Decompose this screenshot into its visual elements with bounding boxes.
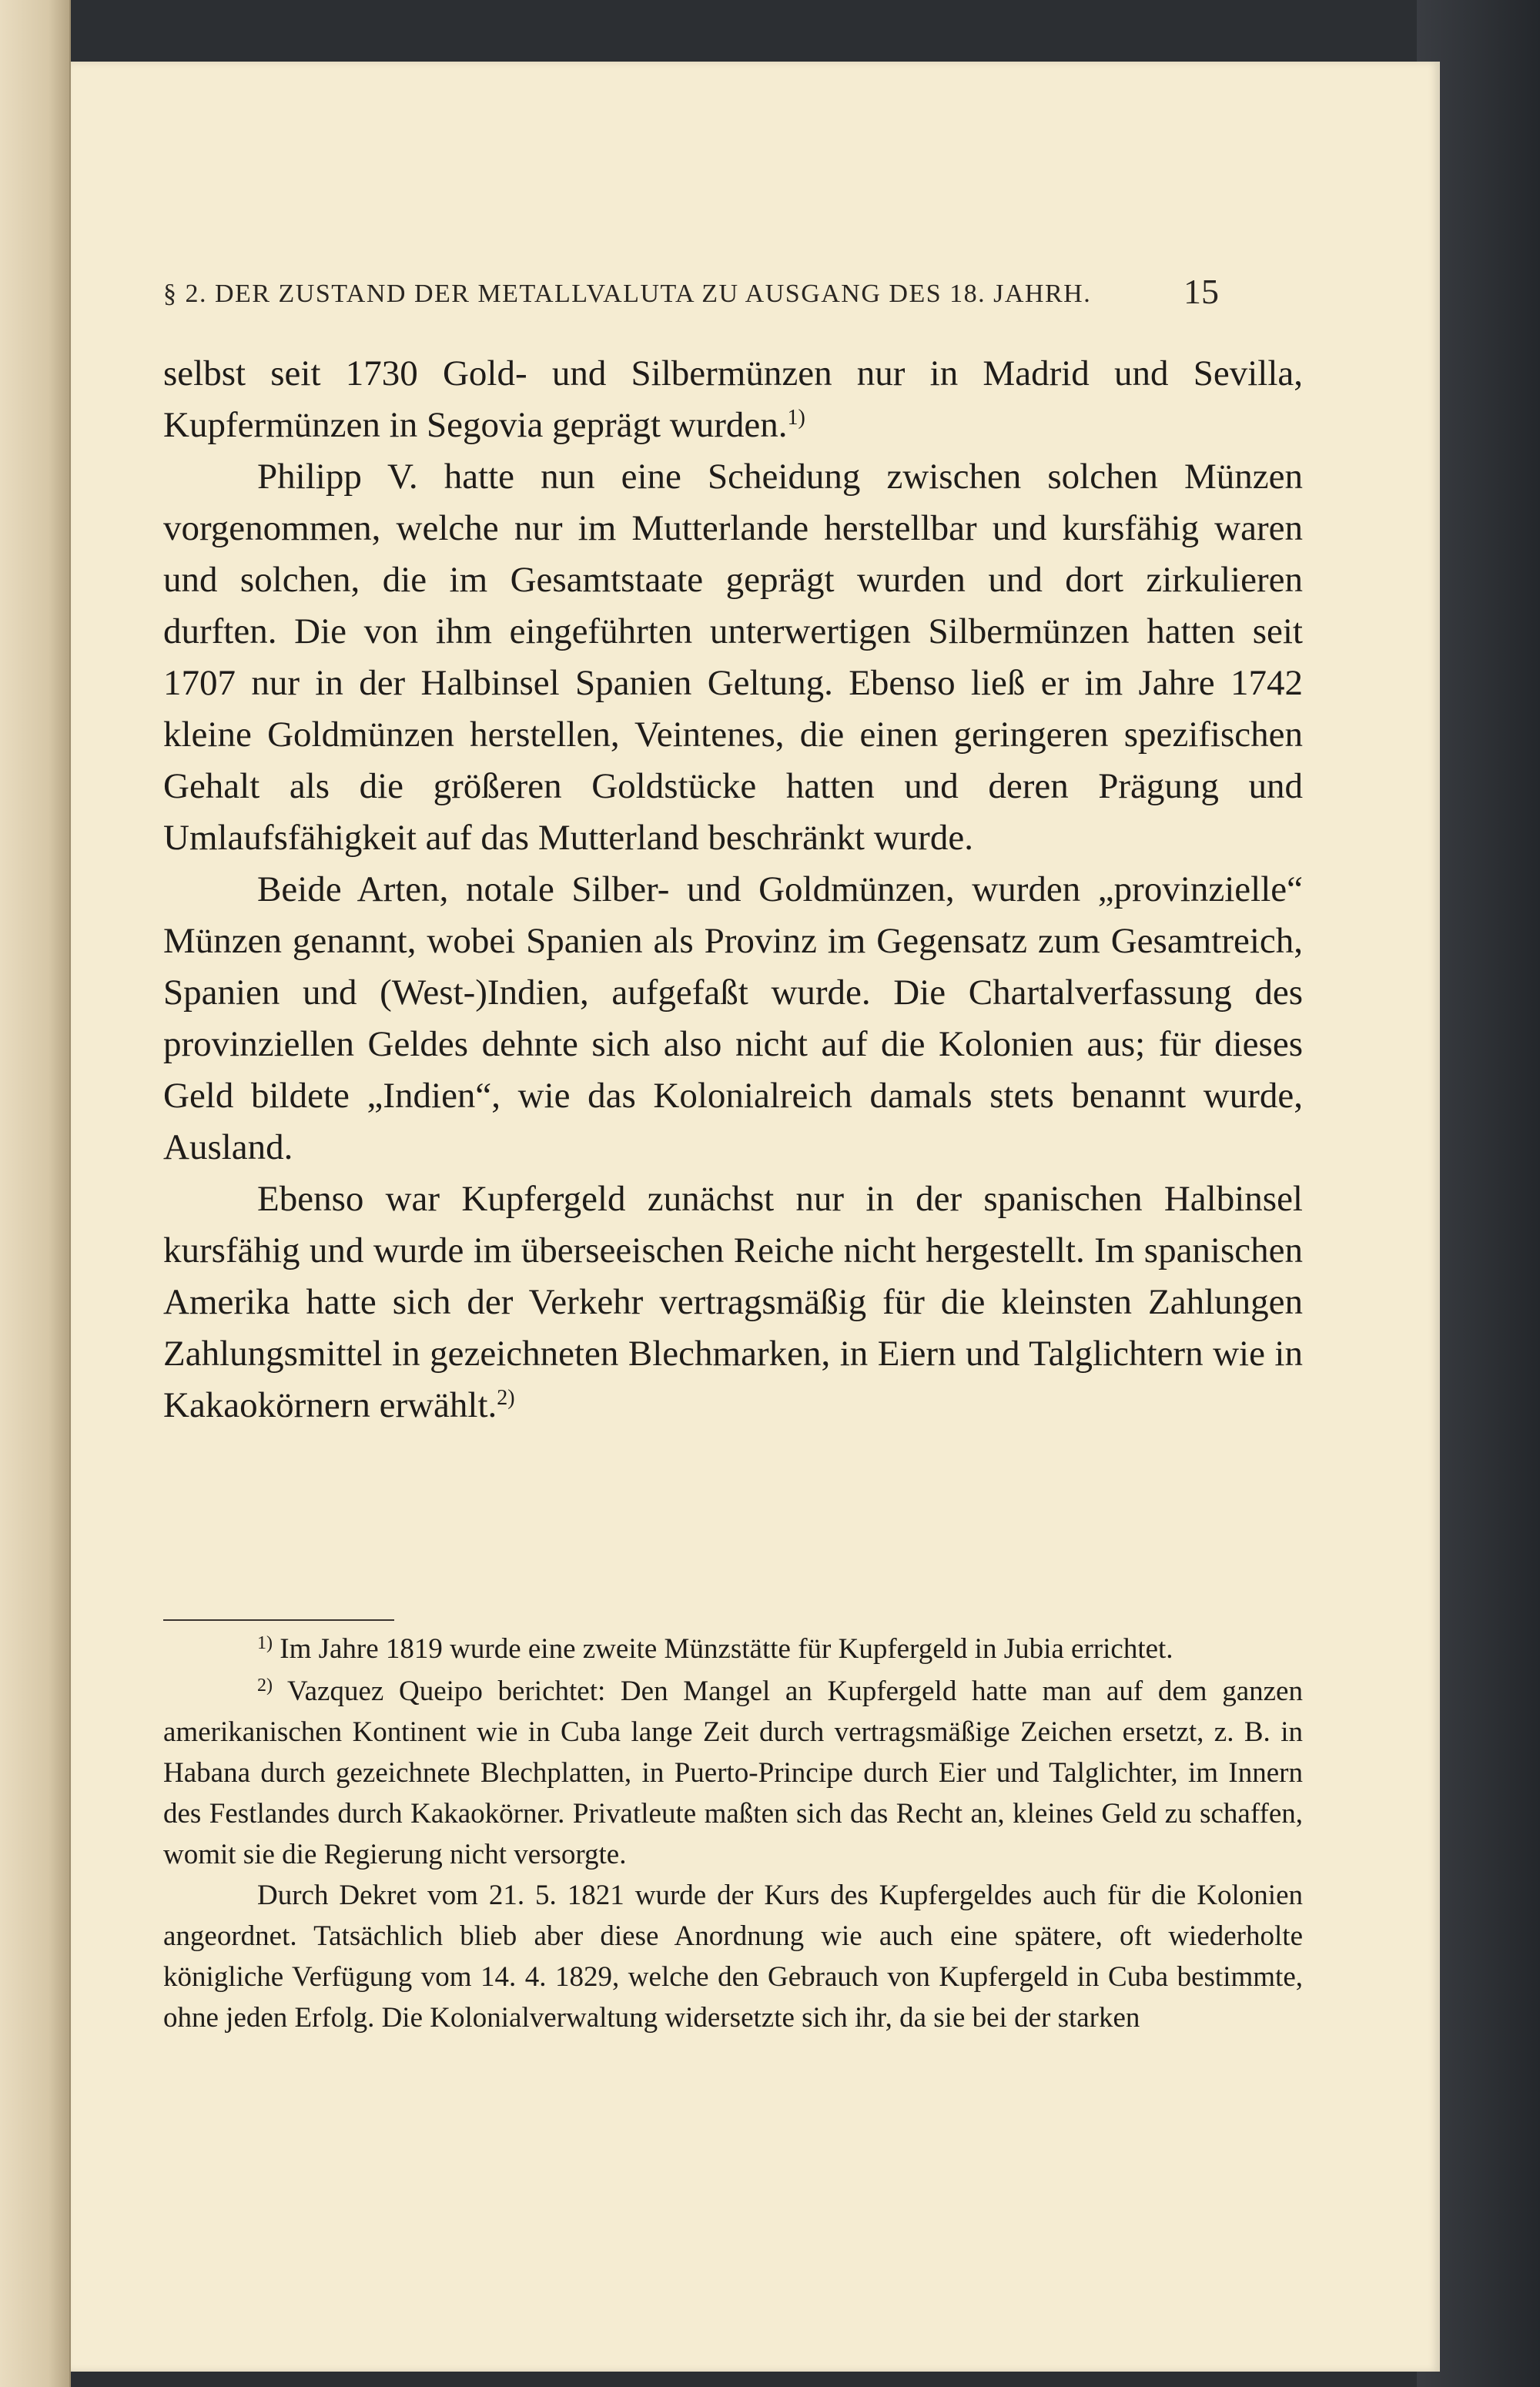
footnote-1-text: Im Jahre 1819 wurde eine zweite Münzstätte für Kupfergeld in Jubia errichtet.	[280, 1633, 1173, 1665]
paragraph-3: Beide Arten, notale Silber- und Goldmünzen, wurden „provinzielle“ Münzen genannt, wobei Spanien als Provinz im Gegensatz zum Gesamtreich, Spanien und (West-)Indien, aufgefaßt wurde. Die Chartalverfassung des provinziellen Geldes dehnte sich also nicht auf die Kolonien aus; für dieses Geld bildete „Indien“, wie das Kolonialreich damals stets benannt wurde, Ausland.	[163, 869, 1303, 1167]
running-head: § 2. DER ZUSTAND DER METALLVALUTA ZU AUSGANG DES 18. JAHRH.	[163, 280, 1092, 308]
paragraph-1-text: selbst seit 1730 Gold- und Silbermünzen nur in Madrid und Sevilla, Kupfermünzen in Segovia geprägt wurden.	[163, 353, 1303, 445]
footnote-1-mark: 1)	[257, 1633, 273, 1653]
footnote-divider	[163, 1619, 394, 1621]
facing-page-edge	[0, 0, 71, 2387]
footnote-2-text: Vazquez Queipo berichtet: Den Mangel an Kupfergeld hatte man auf dem ganzen amerikanischen Kontinent wie in Cuba lange Zeit durch vertragsmäßige Zeichen ersetzt, z. B. in Habana durch gezeichnete Blechplatten, in Puerto-Principe durch Eier und Talglichter, im Innern des Festlandes durch Kakaokörner. Privatleute maßten sich das Recht an, kleines Geld zu schaffen, womit sie die Regierung nicht versorgte.	[163, 1676, 1303, 1870]
main-text	[163, 348, 1303, 1431]
footnote-1	[163, 1629, 1303, 1669]
page-number: 15	[1183, 272, 1219, 311]
paragraph-2: Philipp V. hatte nun eine Scheidung zwischen solchen Münzen vorgenommen, welche nur im Mutterlande herstellbar und kursfähig waren und solchen, die im Gesamtstaate geprägt wurden und dort zirkulieren durften. Die von ihm eingeführten unterwertigen Silbermünzen hatten seit 1707 nur in der Halbinsel Spanien Geltung. Ebenso ließ er im Jahre 1742 kleine Goldmünzen herstellen, Veintenes, die einen geringeren spezifischen Gehalt als die größeren Goldstücke hatten und deren Prägung und Umlaufsfähigkeit auf das Mutterland beschränkt wurde.	[163, 457, 1303, 858]
paragraph-1	[163, 348, 1303, 451]
paragraph-4-text: Ebenso war Kupfergeld zunächst nur in der spanischen Halbinsel kursfähig und wurde im überseeischen Reiche nicht hergestellt. Im spanischen Amerika hatte sich der Verkehr vertragsmäßig für die kleinsten Zahlungen Zahlungsmittel in gezeichneten Blechmarken, in Eiern und Talglichtern wie in Kakaokörnern erwählt.	[163, 1179, 1303, 1425]
footnote-2-continuation: Durch Dekret vom 21. 5. 1821 wurde der Kurs des Kupfergeldes auch für die Kolonien angeordnet. Tatsächlich blieb aber diese Anordnung wie auch eine spätere, oft wiederholte königliche Verfügung vom 14. 4. 1829, welche den Gebrauch von Kupfergeld in Cuba bestimmte, ohne jeden Erfolg. Die Kolonialverwaltung widersetzte sich ihr, da sie bei der starken	[163, 1880, 1303, 2034]
paragraph-4	[163, 1173, 1303, 1431]
footnote-ref-2: 2)	[497, 1386, 515, 1410]
footnote-2-mark: 2)	[257, 1676, 273, 1696]
footnote-2	[163, 1671, 1303, 1875]
book-page	[71, 62, 1440, 2372]
footnotes	[163, 1629, 1303, 2038]
footnote-ref-1: 1)	[787, 406, 805, 430]
